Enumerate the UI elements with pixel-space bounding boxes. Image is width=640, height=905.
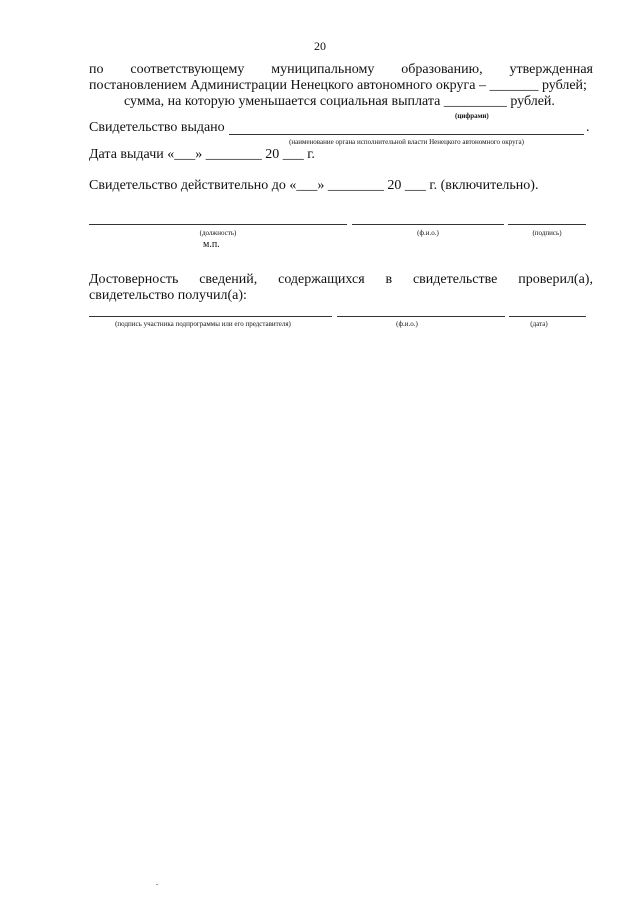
position-line (89, 224, 347, 225)
signature-caption: (подпись) (532, 229, 562, 237)
digits-caption: (цифрами) (455, 112, 489, 120)
stamp-label: м.п. (203, 239, 220, 250)
verification-line2: свидетельство получил(а): (89, 288, 247, 303)
participant-signature-line (89, 316, 332, 317)
word: муниципальному (271, 62, 375, 77)
signature-line (508, 224, 586, 225)
valid-until: Свидетельство действительно до «___» ________ 20 ___ г. (включительно). (89, 178, 539, 193)
issued-caption: (наименование органа исполнительной власти Ненецкого автономного округа) (289, 138, 524, 146)
position-caption: (должность) (199, 229, 237, 237)
scan-speck (156, 884, 158, 885)
page-number: 20 (314, 39, 326, 53)
word: утвержденная (509, 62, 593, 77)
paragraph1-line2: постановлением Администрации Ненецкого автономного округа – _______ рублей; (89, 78, 587, 93)
verification-date-line (509, 316, 586, 317)
paragraph1-line1 (89, 62, 593, 78)
paragraph1-line3: сумма, на которую уменьшается социальная выплата _________ рублей. (124, 94, 555, 109)
verification-name-caption: (ф.и.о.) (396, 320, 418, 328)
word: в (385, 272, 393, 287)
verification-name-line (337, 316, 505, 317)
word: проверил(а), (518, 272, 593, 287)
word: образованию, (401, 62, 483, 77)
word: сведений, (199, 272, 258, 287)
issued-end-dot: . (586, 120, 590, 135)
issue-date: Дата выдачи «___» ________ 20 ___ г. (89, 147, 315, 162)
name-line (352, 224, 504, 225)
word: содержащихся (278, 272, 365, 287)
word: Достоверность (89, 272, 179, 287)
word: свидетельстве (412, 272, 498, 287)
word: соответствующему (130, 62, 245, 77)
issued-line (229, 134, 584, 135)
participant-caption: (подпись участника подпрограммы или его представителя) (115, 320, 291, 328)
name-caption: (ф.и.о.) (417, 229, 439, 237)
word: по (89, 62, 104, 77)
verification-date-caption: (дата) (530, 320, 548, 328)
issued-label: Свидетельство выдано (89, 120, 225, 135)
verification-line1 (89, 272, 593, 288)
